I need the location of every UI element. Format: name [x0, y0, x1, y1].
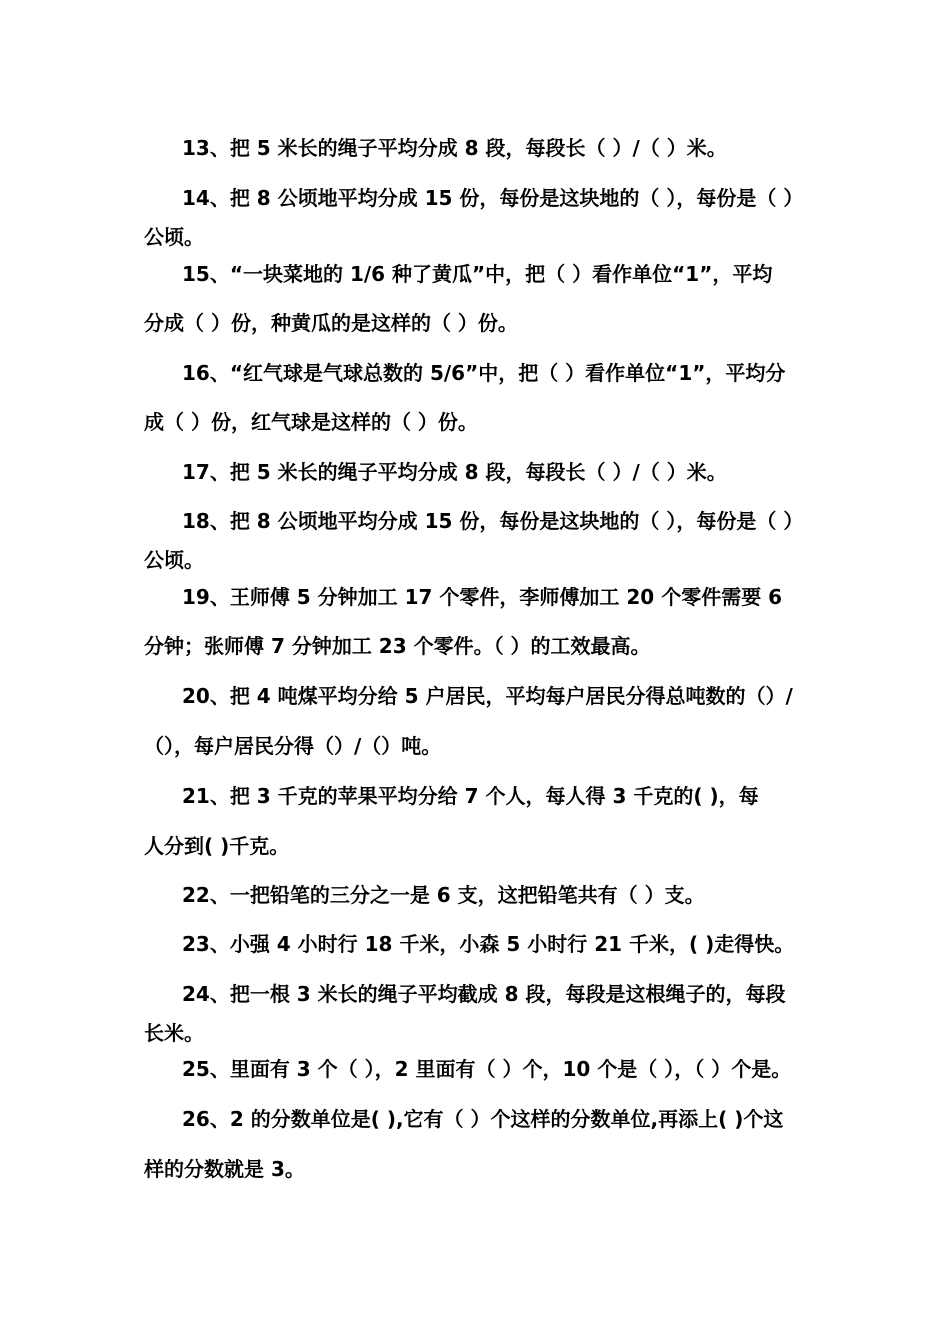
question-15-line-2: 分成（ ）份，种黄瓜的是这样的（ ）份。	[144, 311, 518, 335]
question-16-line-2: 成（ ）份，红气球是这样的（ ）份。	[144, 410, 478, 434]
question-26-line-2: 样的分数就是 3。	[144, 1157, 305, 1181]
question-15-line-1: 15、“一块菜地的 1/6 种了黄瓜”中，把（ ）看作单位“1”，平均	[182, 262, 773, 286]
question-20-line-1: 20、把 4 吨煤平均分给 5 户居民，平均每户居民分得总吨数的（）/	[182, 684, 793, 708]
question-18-line-2: 公顷。	[144, 548, 204, 572]
question-26-line-1: 26、2 的分数单位是( ),它有（ ）个这样的分数单位,再添上( )个这	[182, 1107, 784, 1131]
question-18-line-1: 18、把 8 公顷地平均分成 15 份，每份是这块地的（ ），每份是（ ）	[182, 509, 804, 533]
question-19-line-2: 分钟；张师傅 7 分钟加工 23 个零件。（ ）的工效最高。	[144, 634, 651, 658]
question-24-line-1: 24、把一根 3 米长的绳子平均截成 8 段，每段是这根绳子的，每段	[182, 982, 786, 1006]
question-21-line-1: 21、把 3 千克的苹果平均分给 7 个人，每人得 3 千克的( )，每	[182, 784, 759, 808]
question-13-line-1: 13、把 5 米长的绳子平均分成 8 段，每段长（ ）/（ ）米。	[182, 136, 727, 160]
question-19-line-1: 19、王师傅 5 分钟加工 17 个零件，李师傅加工 20 个零件需要 6	[182, 585, 783, 609]
question-17-line-1: 17、把 5 米长的绳子平均分成 8 段，每段长（ ）/（ ）米。	[182, 460, 727, 484]
question-24-line-2: 长米。	[144, 1021, 204, 1045]
question-14-line-2: 公顷。	[144, 225, 204, 249]
question-23-line-1: 23、小强 4 小时行 18 千米，小森 5 小时行 21 千米，( )走得快。	[182, 932, 795, 956]
question-22-line-1: 22、一把铅笔的三分之一是 6 支，这把铅笔共有（ ）支。	[182, 883, 705, 907]
question-14-line-1: 14、把 8 公顷地平均分成 15 份，每份是这块地的（ ），每份是（ ）	[182, 186, 804, 210]
question-20-line-2: （），每户居民分得（）/（）吨。	[144, 734, 442, 758]
question-25-line-1: 25、里面有 3 个（ ），2 里面有（ ）个，10 个是（ ），（ ）个是。	[182, 1057, 792, 1081]
question-21-line-2: 人分到( )千克。	[144, 834, 290, 858]
question-16-line-1: 16、“红气球是气球总数的 5/6”中，把（ ）看作单位“1”，平均分	[182, 361, 786, 385]
